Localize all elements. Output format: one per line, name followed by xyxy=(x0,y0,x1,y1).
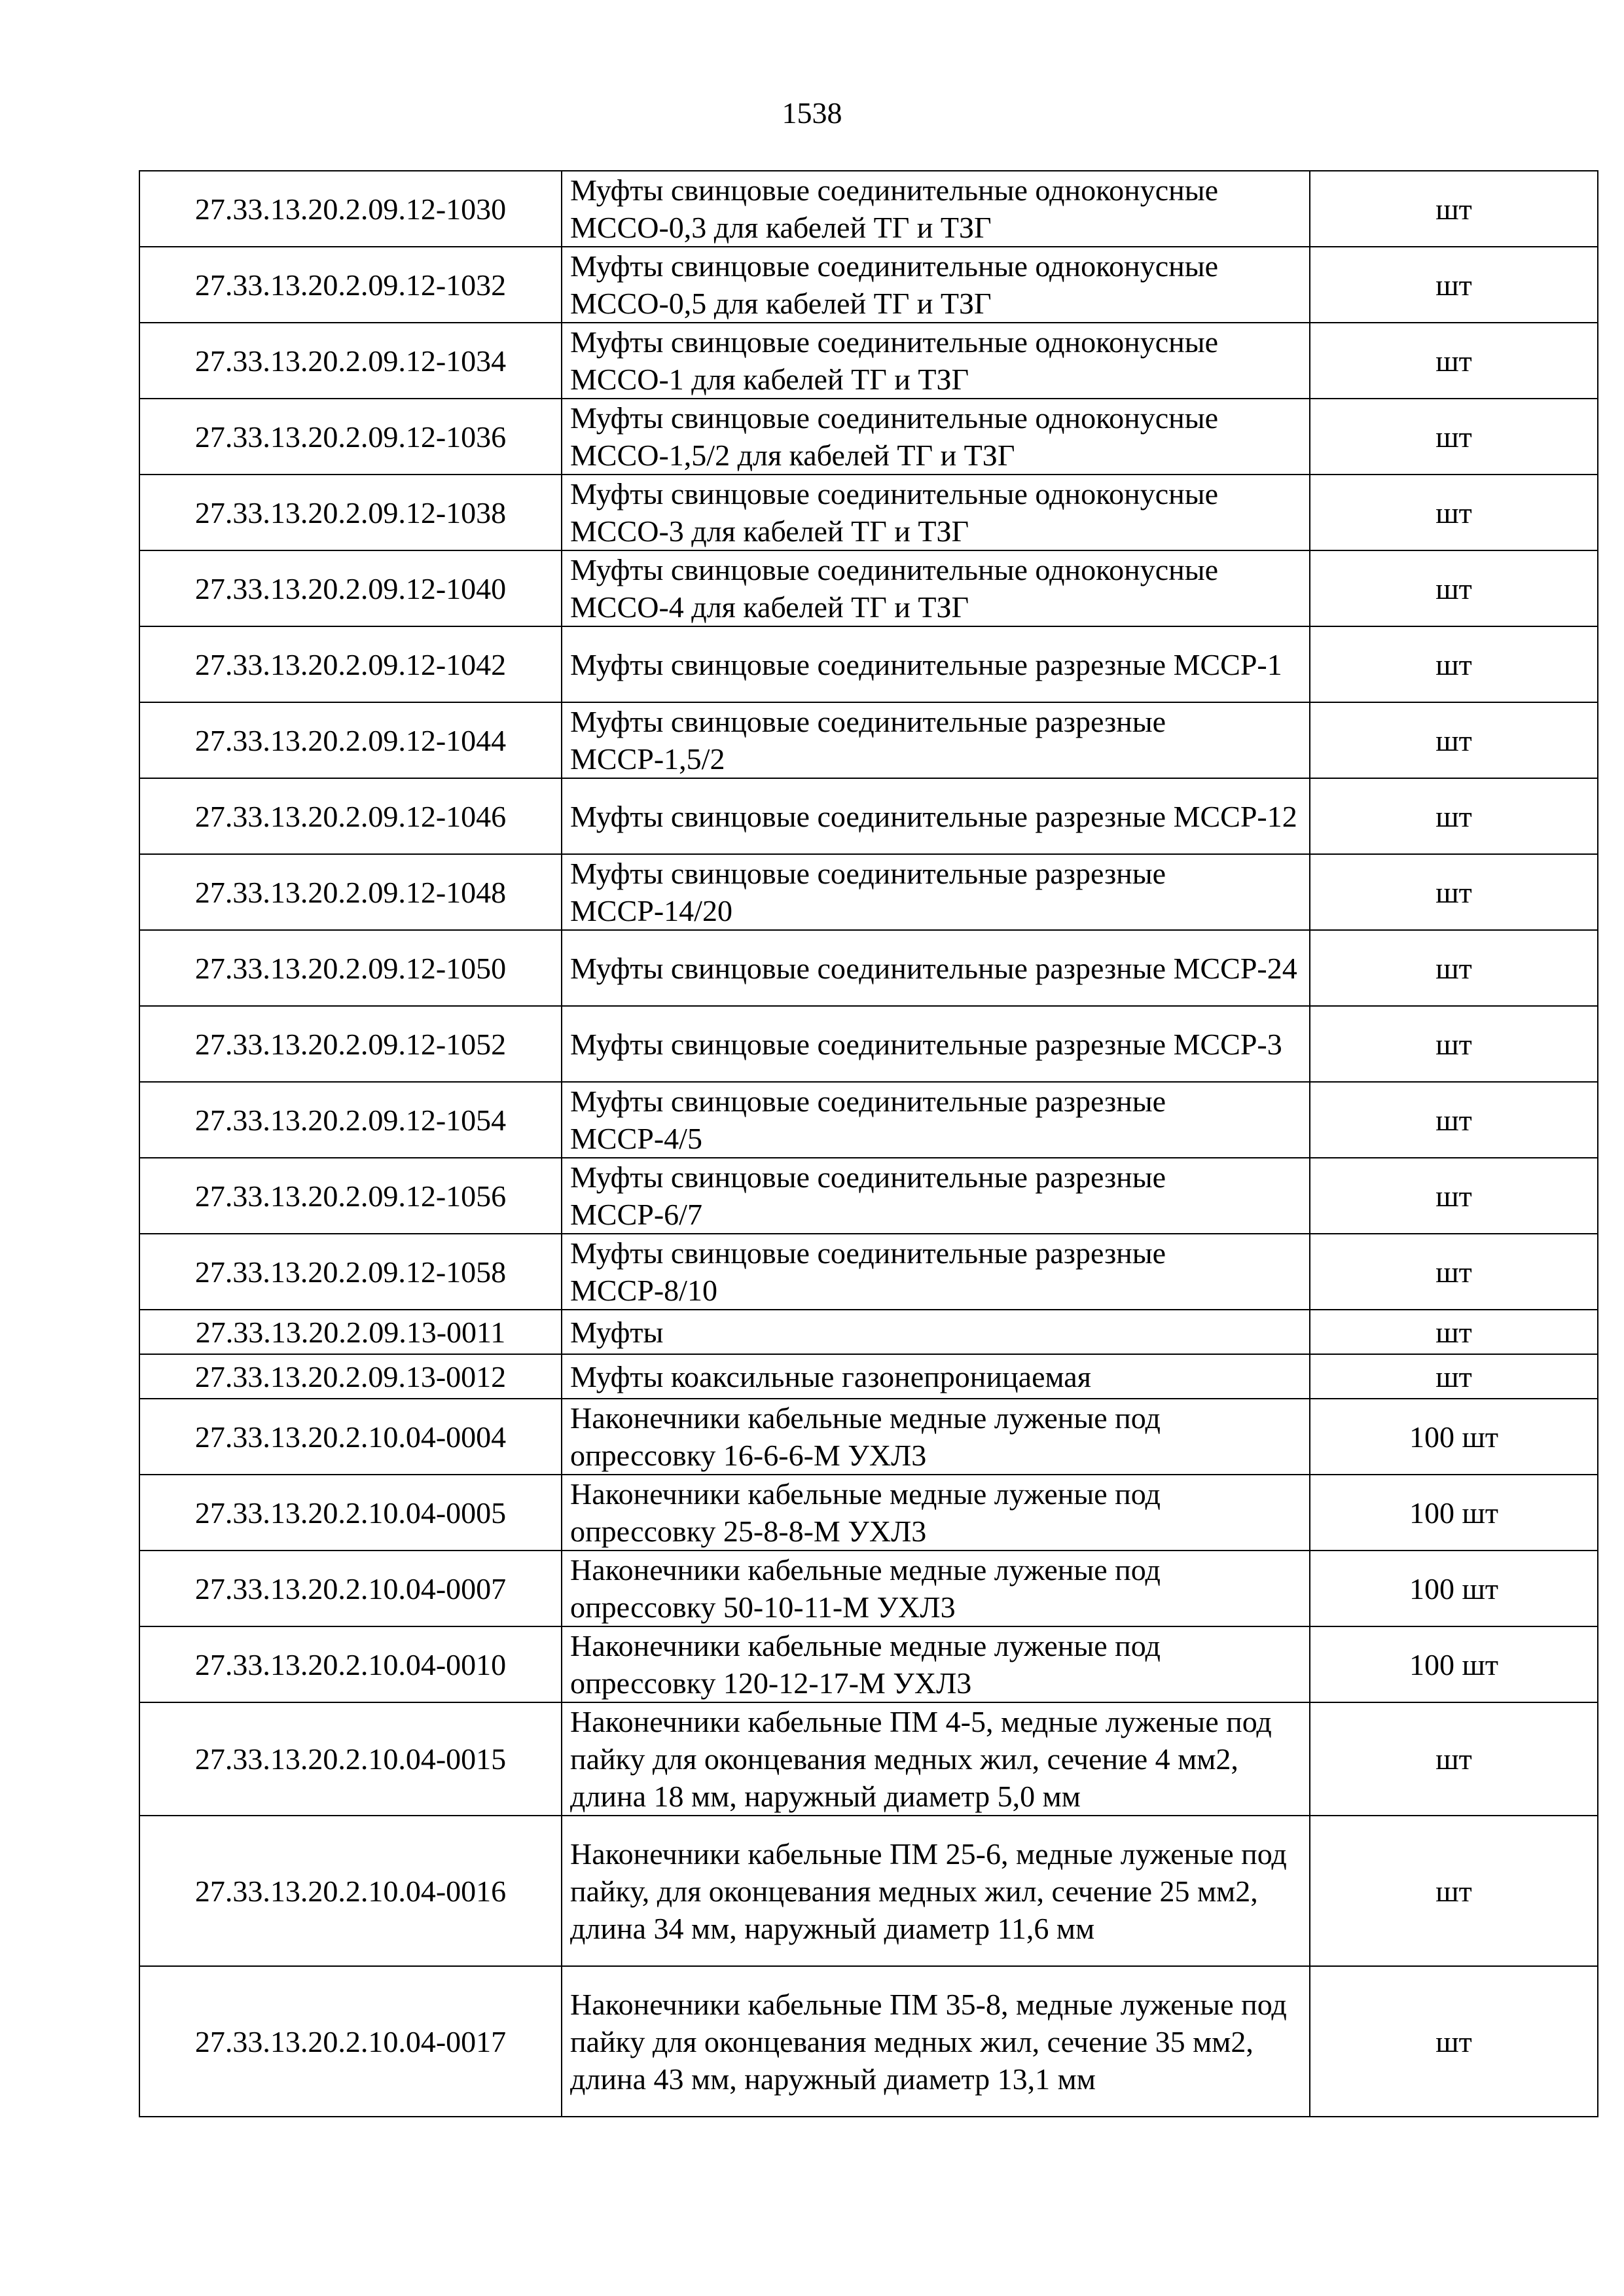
resource-name: Наконечники кабельные ПМ 4-5, медные луженые под пайку для оконцевания медных жил, сечение 4 мм2, длина 18 мм, наружный диаметр 5,0 мм xyxy=(562,1702,1310,1816)
table-row xyxy=(139,1816,1598,1966)
resource-name: Муфты свинцовые соединительные одноконусные МССО-3 для кабелей ТГ и ТЗГ xyxy=(562,475,1310,550)
resource-code: 27.33.13.20.2.09.12-1058 xyxy=(139,1234,562,1310)
table-row xyxy=(139,1354,1598,1399)
unit-of-measure: шт xyxy=(1310,550,1598,626)
table-row xyxy=(139,1158,1598,1234)
resource-name: Муфты xyxy=(562,1310,1310,1354)
table-row xyxy=(139,1082,1598,1158)
resource-code: 27.33.13.20.2.09.12-1040 xyxy=(139,550,562,626)
table-row xyxy=(139,930,1598,1006)
table-row xyxy=(139,1234,1598,1310)
unit-of-measure: 100 шт xyxy=(1310,1475,1598,1551)
resource-name: Муфты свинцовые соединительные одноконусные МССО-1 для кабелей ТГ и ТЗГ xyxy=(562,323,1310,399)
resource-code: 27.33.13.20.2.09.12-1038 xyxy=(139,475,562,550)
resource-name: Муфты свинцовые соединительные разрезные МССР-1,5/2 xyxy=(562,702,1310,778)
unit-of-measure: шт xyxy=(1310,930,1598,1006)
resource-code: 27.33.13.20.2.09.12-1054 xyxy=(139,1082,562,1158)
resource-code: 27.33.13.20.2.10.04-0010 xyxy=(139,1626,562,1702)
unit-of-measure: шт xyxy=(1310,171,1598,247)
resource-name: Муфты свинцовые соединительные разрезные МССР-14/20 xyxy=(562,854,1310,930)
resource-name: Муфты свинцовые соединительные одноконусные МССО-4 для кабелей ТГ и ТЗГ xyxy=(562,550,1310,626)
resource-name: Муфты свинцовые соединительные разрезные МССР-24 xyxy=(562,930,1310,1006)
table-row xyxy=(139,550,1598,626)
unit-of-measure: шт xyxy=(1310,1702,1598,1816)
table-row xyxy=(139,1626,1598,1702)
table-row xyxy=(139,247,1598,323)
unit-of-measure: шт xyxy=(1310,1354,1598,1399)
table-row xyxy=(139,1006,1598,1082)
table-row xyxy=(139,1702,1598,1816)
table-row xyxy=(139,702,1598,778)
unit-of-measure: шт xyxy=(1310,1158,1598,1234)
table-row xyxy=(139,475,1598,550)
unit-of-measure: шт xyxy=(1310,323,1598,399)
table-row xyxy=(139,1399,1598,1475)
table-row xyxy=(139,778,1598,854)
table-row xyxy=(139,323,1598,399)
resource-code: 27.33.13.20.2.09.12-1044 xyxy=(139,702,562,778)
resource-code: 27.33.13.20.2.09.12-1032 xyxy=(139,247,562,323)
page-number: 1538 xyxy=(782,96,842,130)
unit-of-measure: шт xyxy=(1310,1310,1598,1354)
resource-name: Муфты коаксильные газонепроницаемая xyxy=(562,1354,1310,1399)
unit-of-measure: шт xyxy=(1310,626,1598,702)
resource-code: 27.33.13.20.2.09.12-1034 xyxy=(139,323,562,399)
resource-code: 27.33.13.20.2.09.13-0011 xyxy=(139,1310,562,1354)
unit-of-measure: шт xyxy=(1310,1966,1598,2117)
table-row xyxy=(139,1966,1598,2117)
resource-name: Наконечники кабельные медные луженые под опрессовку 120-12-17-М УХЛ3 xyxy=(562,1626,1310,1702)
table-row xyxy=(139,171,1598,247)
resource-name: Муфты свинцовые соединительные одноконусные МССО-0,3 для кабелей ТГ и ТЗГ xyxy=(562,171,1310,247)
resource-name: Наконечники кабельные медные луженые под опрессовку 25-8-8-М УХЛ3 xyxy=(562,1475,1310,1551)
unit-of-measure: шт xyxy=(1310,1816,1598,1966)
unit-of-measure: шт xyxy=(1310,247,1598,323)
unit-of-measure: 100 шт xyxy=(1310,1399,1598,1475)
resource-name: Муфты свинцовые соединительные разрезные МССР-12 xyxy=(562,778,1310,854)
resource-code: 27.33.13.20.2.09.12-1046 xyxy=(139,778,562,854)
table-row xyxy=(139,1551,1598,1626)
unit-of-measure: шт xyxy=(1310,854,1598,930)
unit-of-measure: шт xyxy=(1310,1082,1598,1158)
resource-name: Муфты свинцовые соединительные разрезные МССР-6/7 xyxy=(562,1158,1310,1234)
table-row xyxy=(139,626,1598,702)
unit-of-measure: шт xyxy=(1310,702,1598,778)
resource-code: 27.33.13.20.2.10.04-0017 xyxy=(139,1966,562,2117)
unit-of-measure: шт xyxy=(1310,1006,1598,1082)
resource-code: 27.33.13.20.2.09.12-1030 xyxy=(139,171,562,247)
table-body xyxy=(139,171,1598,2117)
resource-code: 27.33.13.20.2.09.12-1048 xyxy=(139,854,562,930)
resource-name: Наконечники кабельные ПМ 35-8, медные луженые под пайку для оконцевания медных жил, сечение 35 мм2, длина 43 мм, наружный диаметр 13,1 мм xyxy=(562,1966,1310,2117)
resource-name: Муфты свинцовые соединительные разрезные МССР-3 xyxy=(562,1006,1310,1082)
resource-name: Муфты свинцовые соединительные одноконусные МССО-0,5 для кабелей ТГ и ТЗГ xyxy=(562,247,1310,323)
resource-code: 27.33.13.20.2.09.12-1052 xyxy=(139,1006,562,1082)
resource-name: Муфты свинцовые соединительные одноконусные МССО-1,5/2 для кабелей ТГ и ТЗГ xyxy=(562,399,1310,475)
table-row xyxy=(139,1475,1598,1551)
unit-of-measure: 100 шт xyxy=(1310,1626,1598,1702)
resource-name: Муфты свинцовые соединительные разрезные МССР-8/10 xyxy=(562,1234,1310,1310)
resource-code: 27.33.13.20.2.10.04-0015 xyxy=(139,1702,562,1816)
resource-code: 27.33.13.20.2.10.04-0004 xyxy=(139,1399,562,1475)
table-row xyxy=(139,1310,1598,1354)
resource-code: 27.33.13.20.2.09.12-1042 xyxy=(139,626,562,702)
resource-name: Муфты свинцовые соединительные разрезные МССР-4/5 xyxy=(562,1082,1310,1158)
resource-code: 27.33.13.20.2.10.04-0016 xyxy=(139,1816,562,1966)
resource-code: 27.33.13.20.2.09.12-1056 xyxy=(139,1158,562,1234)
table-row xyxy=(139,399,1598,475)
resource-code: 27.33.13.20.2.10.04-0007 xyxy=(139,1551,562,1626)
resource-name: Наконечники кабельные медные луженые под опрессовку 16-6-6-М УХЛ3 xyxy=(562,1399,1310,1475)
resource-code: 27.33.13.20.2.10.04-0005 xyxy=(139,1475,562,1551)
resource-table xyxy=(139,170,1598,2117)
table-row xyxy=(139,854,1598,930)
resource-name: Наконечники кабельные ПМ 25-6, медные луженые под пайку, для оконцевания медных жил, сечение 25 мм2, длина 34 мм, наружный диаметр 11,6 мм xyxy=(562,1816,1310,1966)
resource-code: 27.33.13.20.2.09.12-1050 xyxy=(139,930,562,1006)
unit-of-measure: шт xyxy=(1310,475,1598,550)
unit-of-measure: шт xyxy=(1310,399,1598,475)
resource-code: 27.33.13.20.2.09.12-1036 xyxy=(139,399,562,475)
resource-name: Муфты свинцовые соединительные разрезные МССР-1 xyxy=(562,626,1310,702)
unit-of-measure: шт xyxy=(1310,778,1598,854)
resource-code: 27.33.13.20.2.09.13-0012 xyxy=(139,1354,562,1399)
unit-of-measure: шт xyxy=(1310,1234,1598,1310)
unit-of-measure: 100 шт xyxy=(1310,1551,1598,1626)
resource-name: Наконечники кабельные медные луженые под опрессовку 50-10-11-М УХЛ3 xyxy=(562,1551,1310,1626)
